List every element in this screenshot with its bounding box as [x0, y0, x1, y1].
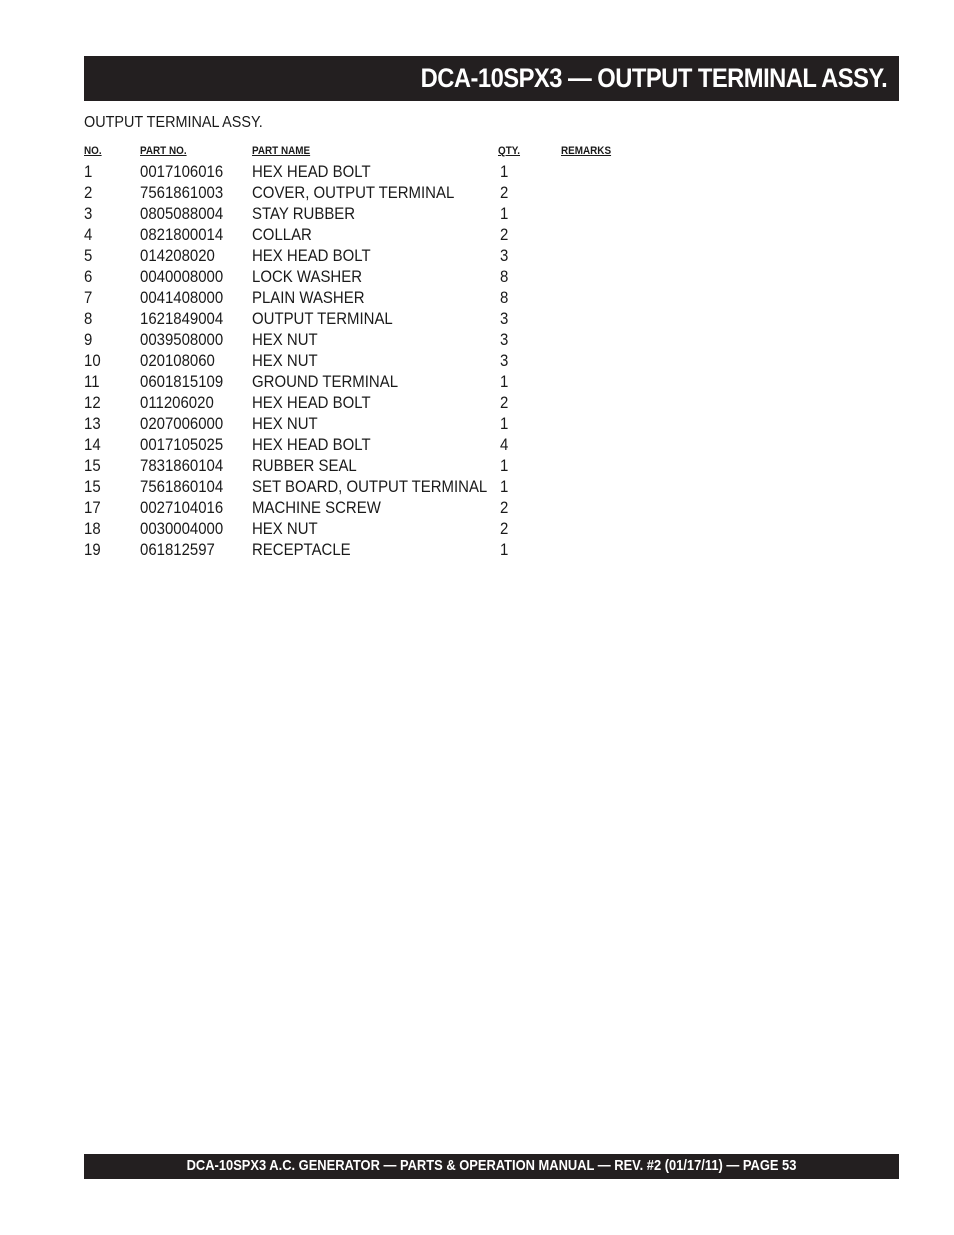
cell-qty: 3 — [499, 330, 509, 349]
cell-part-name: SET BOARD, OUTPUT TERMINAL — [252, 477, 488, 496]
cell-qty: 2 — [499, 393, 509, 412]
cell-part-no: 0041408000 — [140, 288, 224, 307]
cell-qty: 8 — [499, 288, 509, 307]
cell-part-name: HEX HEAD BOLT — [252, 435, 371, 454]
cell-no: 17 — [84, 498, 101, 517]
cell-part-name: OUTPUT TERMINAL — [252, 309, 393, 328]
cell-no: 7 — [84, 288, 93, 307]
table-row — [84, 245, 644, 266]
cell-part-name: HEX HEAD BOLT — [252, 393, 371, 412]
table-row — [84, 476, 644, 497]
cell-part-no: 0040008000 — [140, 267, 224, 286]
cell-part-no: 0805088004 — [140, 204, 224, 223]
cell-no: 3 — [84, 204, 93, 223]
page-footer-bar — [84, 1154, 899, 1179]
cell-no: 14 — [84, 435, 101, 454]
cell-part-name: HEX NUT — [252, 330, 318, 349]
cell-part-no: 7831860104 — [140, 456, 224, 475]
cell-no: 13 — [84, 414, 101, 433]
cell-part-name: LOCK WASHER — [252, 267, 363, 286]
cell-part-name: COVER, OUTPUT TERMINAL — [252, 183, 455, 202]
cell-no: 11 — [84, 372, 100, 391]
cell-part-no: 7561860104 — [140, 477, 224, 496]
cell-qty: 1 — [499, 204, 509, 223]
table-row — [84, 350, 644, 371]
table-row — [84, 287, 644, 308]
cell-part-name: PLAIN WASHER — [252, 288, 365, 307]
cell-part-no: 0601815109 — [140, 372, 224, 391]
table-row — [84, 497, 644, 518]
cell-qty: 1 — [499, 456, 509, 475]
parts-table — [84, 145, 644, 560]
cell-qty: 2 — [499, 519, 509, 538]
section-title: OUTPUT TERMINAL ASSY. — [84, 114, 263, 131]
cell-part-no: 061812597 — [140, 540, 215, 559]
cell-part-no: 7561861003 — [140, 183, 224, 202]
cell-no: 10 — [84, 351, 101, 370]
column-header-no: NO. — [84, 145, 102, 157]
cell-no: 12 — [84, 393, 101, 412]
cell-part-name: COLLAR — [252, 225, 312, 244]
table-row — [84, 371, 644, 392]
cell-qty: 1 — [499, 540, 509, 559]
cell-part-name: RECEPTACLE — [252, 540, 351, 559]
cell-part-no: 0821800014 — [140, 225, 224, 244]
cell-part-no: 011206020 — [140, 393, 214, 412]
column-header-remarks: REMARKS — [561, 145, 612, 157]
cell-qty: 1 — [499, 414, 509, 433]
cell-part-no: 020108060 — [140, 351, 215, 370]
cell-qty: 4 — [499, 435, 509, 454]
cell-qty: 1 — [499, 372, 509, 391]
table-row — [84, 434, 644, 455]
cell-no: 1 — [84, 162, 93, 181]
cell-qty: 3 — [499, 351, 509, 370]
cell-no: 15 — [84, 477, 101, 496]
cell-part-no: 0017105025 — [140, 435, 224, 454]
cell-qty: 2 — [499, 183, 509, 202]
page-title: DCA-10SPX3 — OUTPUT TERMINAL ASSY. — [420, 63, 887, 93]
cell-part-no: 0030004000 — [140, 519, 224, 538]
cell-no: 8 — [84, 309, 93, 328]
cell-qty: 1 — [499, 162, 509, 181]
cell-no: 15 — [84, 456, 101, 475]
column-header-part-no: PART NO. — [140, 145, 187, 157]
cell-qty: 2 — [499, 225, 509, 244]
table-row — [84, 455, 644, 476]
table-row — [84, 413, 644, 434]
footer-text: DCA-10SPX3 A.C. GENERATOR — PARTS & OPERATION MANUAL — REV. #2 (01/17/11) — PAGE 53 — [186, 1157, 797, 1174]
table-row — [84, 266, 644, 287]
cell-part-name: HEX NUT — [252, 519, 318, 538]
cell-no: 2 — [84, 183, 93, 202]
cell-part-name: HEX HEAD BOLT — [252, 246, 371, 265]
cell-part-no: 0017106016 — [140, 162, 224, 181]
table-row — [84, 161, 644, 182]
table-row — [84, 392, 644, 413]
table-row — [84, 224, 644, 245]
table-row — [84, 182, 644, 203]
cell-part-name: HEX HEAD BOLT — [252, 162, 371, 181]
table-body — [84, 161, 644, 560]
cell-part-no: 0207006000 — [140, 414, 224, 433]
cell-part-name: RUBBER SEAL — [252, 456, 357, 475]
cell-part-name: HEX NUT — [252, 351, 318, 370]
cell-qty: 2 — [499, 498, 509, 517]
cell-part-no: 1621849004 — [140, 309, 224, 328]
table-row — [84, 518, 644, 539]
table-row — [84, 539, 644, 560]
cell-qty: 8 — [499, 267, 509, 286]
column-header-part-name: PART NAME — [252, 145, 311, 157]
page-header-bar — [84, 56, 899, 101]
cell-part-name: STAY RUBBER — [252, 204, 356, 223]
cell-no: 6 — [84, 267, 93, 286]
cell-qty: 3 — [499, 246, 509, 265]
cell-part-no: 0027104016 — [140, 498, 224, 517]
cell-part-name: HEX NUT — [252, 414, 318, 433]
cell-part-name: GROUND TERMINAL — [252, 372, 399, 391]
cell-no: 19 — [84, 540, 101, 559]
cell-qty: 1 — [499, 477, 509, 496]
table-row — [84, 329, 644, 350]
cell-part-no: 014208020 — [140, 246, 215, 265]
table-row — [84, 308, 644, 329]
cell-no: 5 — [84, 246, 93, 265]
cell-no: 18 — [84, 519, 101, 538]
cell-no: 9 — [84, 330, 93, 349]
cell-part-name: MACHINE SCREW — [252, 498, 381, 517]
cell-no: 4 — [84, 225, 93, 244]
table-row — [84, 203, 644, 224]
column-header-qty: QTY. — [498, 145, 521, 157]
cell-part-no: 0039508000 — [140, 330, 224, 349]
cell-qty: 3 — [499, 309, 509, 328]
table-header — [84, 145, 644, 161]
